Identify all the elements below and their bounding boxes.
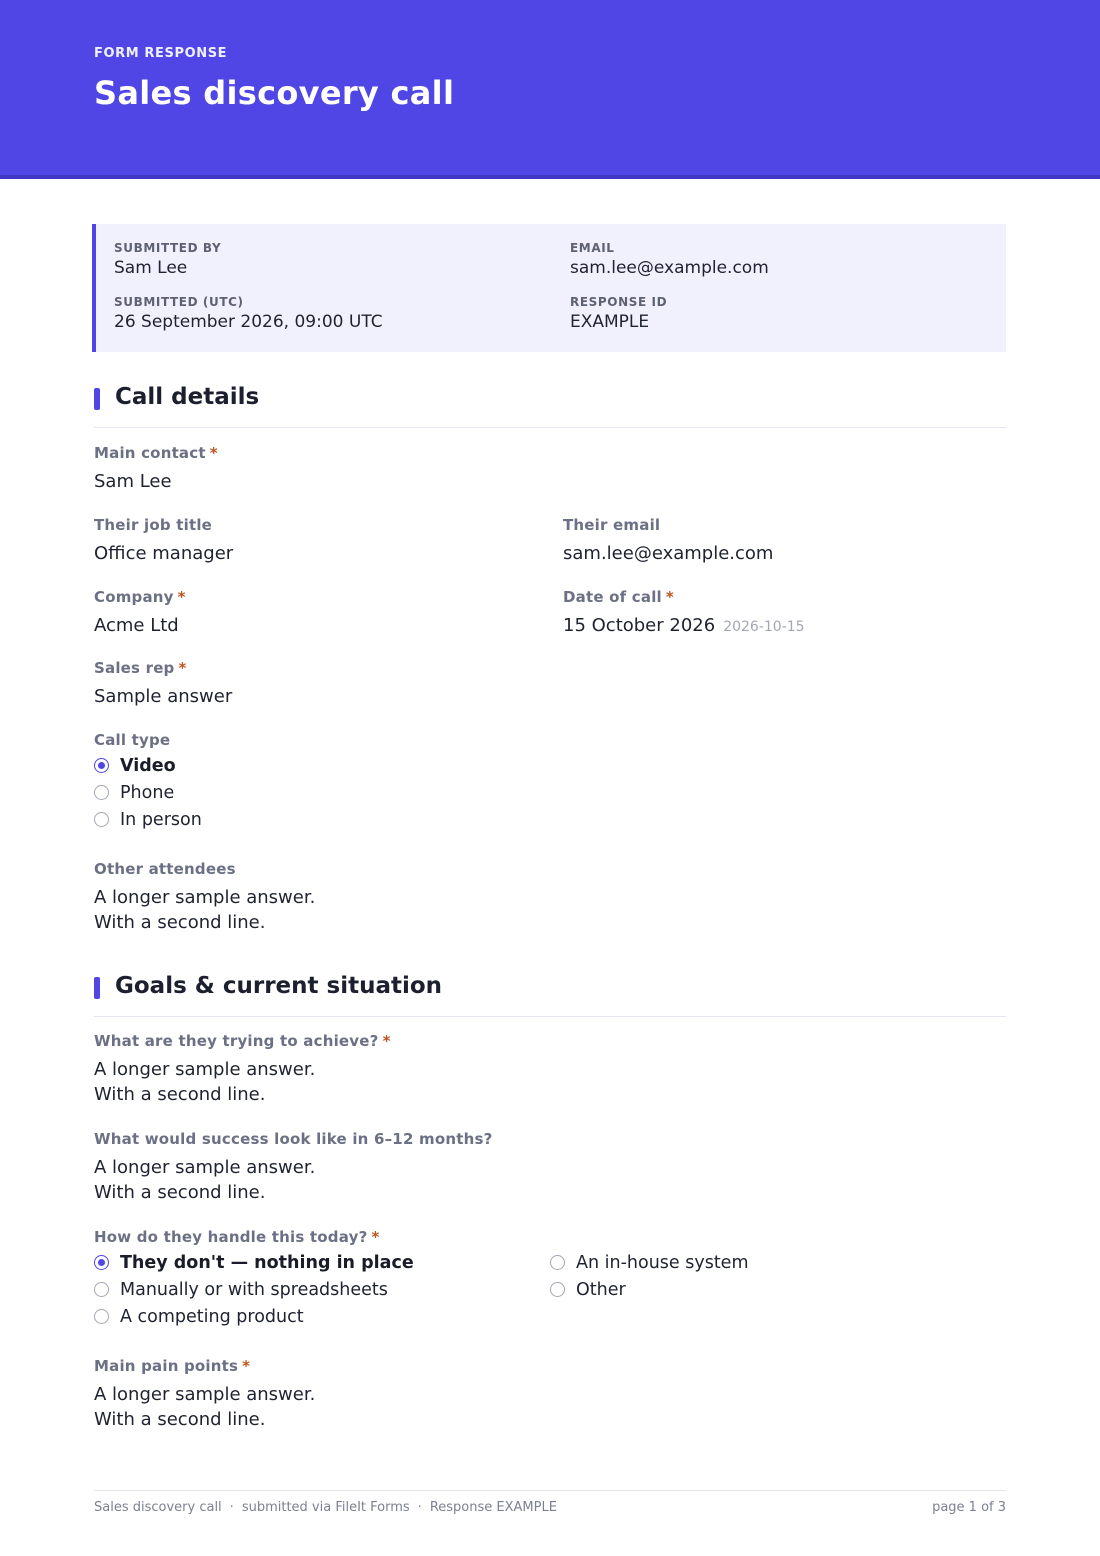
field-label-text: Sales rep [94,659,175,677]
meta-label: RESPONSE ID [570,295,668,309]
radio-unchecked-icon [94,812,109,827]
field-label [94,588,186,606]
field-label: Other attendees [94,860,236,878]
radio-checked-icon [94,758,109,773]
field-their-email [563,516,773,566]
required-marker: * [665,588,674,606]
field-date-of-call [563,588,805,640]
meta-label: EMAIL [570,241,615,255]
field-value [94,1155,493,1205]
required-marker: * [209,444,218,462]
radio-option-nothing-in-place [94,1249,414,1276]
required-marker: * [242,1357,251,1375]
value-line: A longer sample answer. [94,1384,316,1405]
meta-label: SUBMITTED (UTC) [114,295,244,309]
field-success [94,1130,493,1205]
header-eyebrow: FORM RESPONSE [94,46,228,61]
radio-option-label: Video [120,755,176,776]
radio-unchecked-icon [550,1255,565,1270]
field-value [94,1057,391,1107]
footer-via: submitted via FileIt Forms [241,1500,410,1515]
value-line: With a second line. [94,1084,266,1105]
field-pain-points [94,1357,315,1432]
field-label: Their job title [94,516,213,534]
meta-label: SUBMITTED BY [114,241,222,255]
radio-option-phone [94,779,202,806]
radio-option-in-house-system [550,1249,749,1276]
field-label [563,588,805,606]
page-number: page 1 of 3 [932,1500,1006,1515]
footer-response: Response EXAMPLE [429,1500,557,1515]
radio-checked-icon [94,1255,109,1270]
field-handle-today [94,1228,794,1330]
field-label-text: How do they handle this today? [94,1228,368,1246]
field-value: Sample answer [94,686,233,707]
radio-option-label: They don't — nothing in place [120,1252,414,1273]
value-line: With a second line. [94,1182,266,1203]
required-marker: * [178,659,187,677]
radio-option-label: A competing product [120,1306,304,1327]
field-call-type [94,731,202,833]
radio-option-label: Other [576,1279,626,1300]
field-trying-to-achieve [94,1032,391,1107]
meta-submitted-utc [114,295,383,332]
radio-option-label: Phone [120,782,175,803]
field-value [94,1382,315,1432]
value-line: A longer sample answer. [94,1157,316,1178]
field-label: What would success look like in 6–12 months? [94,1130,493,1148]
field-main-contact [94,444,218,494]
field-label [94,1228,794,1246]
section-accent-bar [94,388,100,410]
value-line: With a second line. [94,1409,266,1430]
page-title: Sales discovery call [94,74,455,112]
footer-separator: · [229,1500,234,1515]
form-header [0,0,1100,179]
field-sales-rep [94,659,232,709]
radio-option-label: In person [120,809,202,830]
meta-value: Sam Lee [114,258,188,278]
footer-form-name: Sales discovery call [94,1500,222,1515]
field-label-text: What are they trying to achieve? [94,1032,379,1050]
radio-option-other [550,1276,749,1303]
field-other-attendees [94,860,315,935]
meta-value: sam.lee@example.com [570,258,769,278]
meta-response-id [570,295,667,332]
required-marker: * [371,1228,380,1246]
section-accent-bar [94,977,100,999]
field-value: Office manager [94,543,234,564]
value-line: With a second line. [94,912,266,933]
radio-unchecked-icon [94,1309,109,1324]
radio-option-label: Manually or with spreadsheets [120,1279,388,1300]
field-value: sam.lee@example.com [563,543,774,564]
field-label-text: Main contact [94,444,206,462]
footer-separator: · [417,1500,422,1515]
radio-unchecked-icon [94,1282,109,1297]
required-marker: * [177,588,186,606]
page-footer [94,1490,1006,1515]
meta-email [570,241,769,278]
field-label [94,1357,315,1375]
field-value [563,613,805,640]
radio-option-label: An in-house system [576,1252,749,1273]
date-value: 15 October 2026 [563,615,716,636]
field-value [94,885,315,935]
field-label [94,659,232,677]
submission-meta-box [92,224,1006,352]
field-label-text: Company [94,588,174,606]
required-marker: * [382,1032,391,1050]
value-line: A longer sample answer. [94,887,316,908]
date-iso: 2026-10-15 [723,619,805,635]
section-title: Goals & current situation [115,973,443,999]
section-title: Call details [115,384,260,410]
field-label [94,1032,391,1050]
field-job-title [94,516,233,566]
field-label-text: Main pain points [94,1357,239,1375]
meta-value: EXAMPLE [570,312,650,332]
radio-option-in-person [94,806,202,833]
field-label: Their email [563,516,661,534]
value-line: A longer sample answer. [94,1059,316,1080]
field-label [94,444,218,462]
radio-unchecked-icon [94,785,109,800]
radio-option-video [94,752,202,779]
radio-group [94,752,202,833]
radio-option-competing-product [94,1303,414,1330]
field-company [94,588,186,638]
field-value: Acme Ltd [94,615,179,636]
section-heading-call-details [94,384,1006,428]
field-label: Call type [94,731,171,749]
meta-value: 26 September 2026, 09:00 UTC [114,312,383,332]
radio-unchecked-icon [550,1282,565,1297]
radio-column [94,1249,414,1330]
radio-option-spreadsheets [94,1276,414,1303]
field-value: Sam Lee [94,471,172,492]
footer-info [94,1500,557,1515]
radio-group [94,1249,794,1330]
meta-submitted-by [114,241,221,278]
radio-column [550,1249,749,1303]
section-heading-goals [94,973,1006,1017]
field-label-text: Date of call [563,588,662,606]
